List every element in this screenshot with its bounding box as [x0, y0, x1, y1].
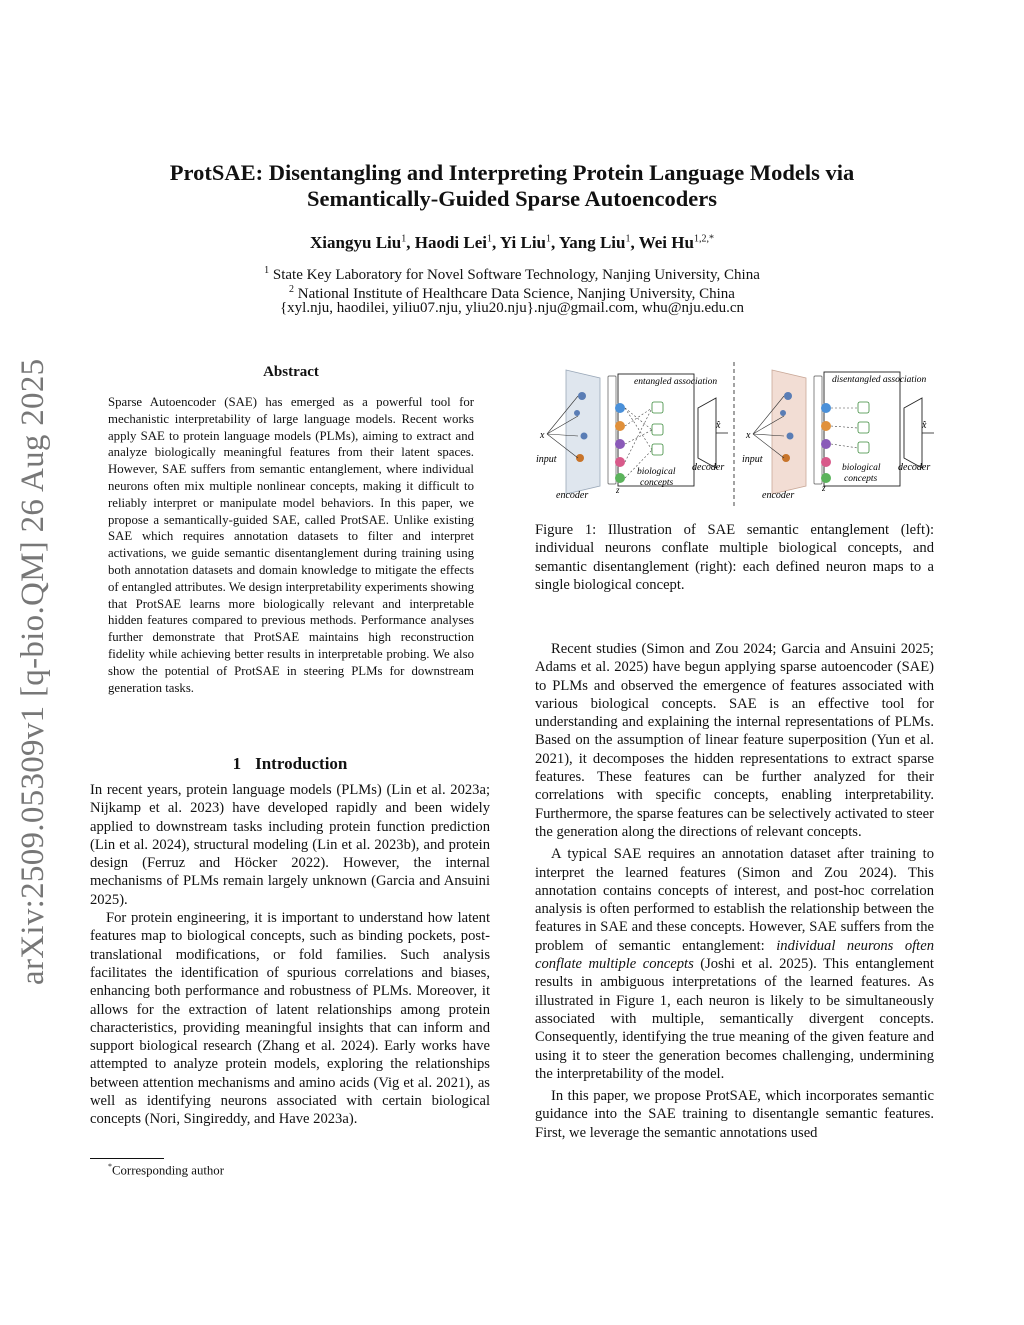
- neurons-right: [821, 403, 831, 483]
- footnote-rule: [90, 1158, 164, 1159]
- x-label: x: [540, 430, 545, 441]
- paper-title: [100, 160, 924, 212]
- figure-left-panel: [536, 370, 728, 501]
- left-box-label: entangled association: [634, 377, 718, 387]
- decoder-label: decoder: [692, 462, 725, 473]
- concepts-label-1: biological: [637, 467, 676, 477]
- concepts-label-2: concepts: [640, 478, 674, 488]
- author: Haodi Lei: [414, 233, 487, 252]
- decoder-shape: [698, 398, 716, 468]
- z-label: z: [616, 485, 620, 495]
- section-heading: [90, 754, 490, 774]
- encoder-label: encoder: [556, 490, 589, 501]
- protein-glyph: [578, 392, 586, 400]
- figure-caption: Figure 1: Illustration of SAE semantic entanglement (left): individual neurons conflate multiple biological concepts, and semantic disentanglement (right): each defined neuron maps to a single biological concept.: [535, 522, 934, 593]
- author: Yang Liu: [558, 233, 626, 252]
- xhat-label: x̂: [922, 420, 927, 431]
- right-column-body: [535, 640, 934, 1142]
- paragraph: For protein engineering, it is important to understand how latent features map to biological concepts, such as binding pockets, post-translational modifications, or fold families. Such analysis facilitates the identification of spurious correlations and biases, enhancing both performance and robustness of PLMs. Moreover, it allows for the extraction of latent relationships among protein characteristics, providing meaningful insights that can inform and support biological research (Zhang et al. 2024). Early works have attempted to analyze protein models, exploring the relationships between attention mechanisms and amino acids (Vig et al. 2021), as well as identifying neurons associated with certain biological concepts (Nori, Singireddy, and Have 2023a).: [90, 910, 490, 1128]
- paragraph: A typical SAE requires an annotation dataset after training to interpret the learned features (Simon and Zou 2024). This annotation contains concepts of interest, and post-hoc correlation analysis is often performed to establish the relationship between the features in SAE and these concepts. However, SAE suffers from the problem of semantic entanglement: individual neurons often conflate multiple concepts (Joshi et al. 2025). This entanglement results in ambiguous interpretations of the learned features. As illustrated in Figure 1, each neuron is likely to be simultaneously associated with multiple, semantically divergent concepts. Consequently, identifying the true meaning of the given feature and using it to steer the generation becomes challenging, undermining the interpretability of the model.: [535, 846, 935, 1082]
- arxiv-stamp: arXiv:2509.05309v1 [q-bio.QM] 26 Aug 2025: [15, 358, 51, 985]
- figure-right-panel: [742, 370, 934, 501]
- title-line-2: Semantically-Guided Sparse Autoencoders: [306, 186, 717, 211]
- paragraph: In recent years, protein language models (PLMs) (Lin et al. 2023a; Nijkamp et al. 2023) have developed rapidly and been widely applied to downstream tasks including protein function prediction (Lin et al. 2024), structural modeling (Lin et al. 2023b), and protein design (Ferruz and Höcker 2022). However, the internal mechanisms of PLMs remain largely unknown (Garcia and Ansuini 2025).: [90, 782, 490, 908]
- paragraph: In this paper, we propose ProtSAE, which incorporates semantic guidance into the SAE training to disentangle semantic features. First, we leverage the semantic annotations used: [535, 1088, 934, 1141]
- section-title: Introduction: [255, 754, 348, 773]
- left-column-body: [90, 781, 490, 1129]
- author: Yi Liu: [499, 233, 546, 252]
- author-list: Xiangyu Liu$^1$, Haodi Lei$^1$, Yi Liu$^1$, Yang Liu$^1$, Wei $Hu^{1,2,*}$: [310, 233, 714, 252]
- author: Xiangyu Liu: [310, 233, 402, 252]
- x-label: x: [746, 430, 751, 441]
- concepts-label-1: biological: [842, 463, 881, 473]
- concepts-label-2: concepts: [844, 474, 878, 484]
- neurons-left: [615, 403, 625, 483]
- decoder-label: decoder: [898, 462, 931, 473]
- figure-1: [532, 358, 936, 510]
- input-label: input: [536, 454, 557, 465]
- footnote: *Corresponding author: [108, 1162, 224, 1178]
- title-line-1: ProtSAE: Disentangling and Interpreting Protein Language Models via: [169, 160, 855, 185]
- xhat-label: x̂: [716, 420, 721, 431]
- author: Wei Hu: [638, 233, 694, 252]
- input-label: input: [742, 454, 763, 465]
- encoder-label: encoder: [762, 490, 795, 501]
- affiliation-2: $^2$ National Institute of Healthcare Data Science, Nanjing University, China: [289, 284, 735, 302]
- section-number: 1: [232, 754, 242, 773]
- paragraph: Recent studies (Simon and Zou 2024; Garcia and Ansuini 2025; Adams et al. 2025) have begun applying sparse autoencoder (SAE) to PLMs and observed the emergence of features associated with various biological concepts. SAE is an effective tool for understanding and explaining the internal representations of PLMs. Based on the assumption of linear feature superposition (Yun et al. 2021), it decomposes the hidden representations to extract sparse features. These features can be further analyzed for their correlations with specific concepts, enabling interpretability. Furthermore, the sparse features can be selectively activated to steer the generation along the directions of relevant concepts.: [535, 641, 934, 840]
- author-emails: {xyl.nju, haodilei, yiliu07.nju, yliu20.nju}.nju@gmail.com, whu@nju.edu.cn: [279, 300, 745, 316]
- right-box-label: disentangled association: [832, 375, 927, 385]
- z-label: z: [822, 483, 826, 493]
- abstract-text: Sparse Autoencoder (SAE) has emerged as a powerful tool for mechanistic interpretability of large language models. Recent works apply SAE to protein language models (PLMs), aiming to extract and analyze biologically meaningful features from their latent spaces. However, SAE suffers from semantic entanglement, where individual neurons often mix multiple nonlinear concepts, making it difficult to reliably interpret or manipulate model behaviors. In this paper, we propose a semantically-guided SAE, called ProtSAE. Unlike existing SAE which requires annotation datasets to filter and interpret activations, we guide semantic disentanglement during training using both annotation datasets and domain knowledge to mitigate the effects of entangled attributes. We design interpretability experiments showing that ProtSAE learns more biologically relevant and interpretable hidden features compared to previous methods. Performance analyses further demonstrate that ProtSAE maintains high reconstruction fidelity while achieving better results in interpretable probing. We also show the potential of ProtSAE in steering PLMs for downstream generation tasks.: [108, 395, 474, 695]
- affiliation-1: $^1$ State Key Laboratory for Novel Software Technology, Nanjing University, China: [264, 265, 760, 283]
- abstract-heading: Abstract: [263, 364, 319, 380]
